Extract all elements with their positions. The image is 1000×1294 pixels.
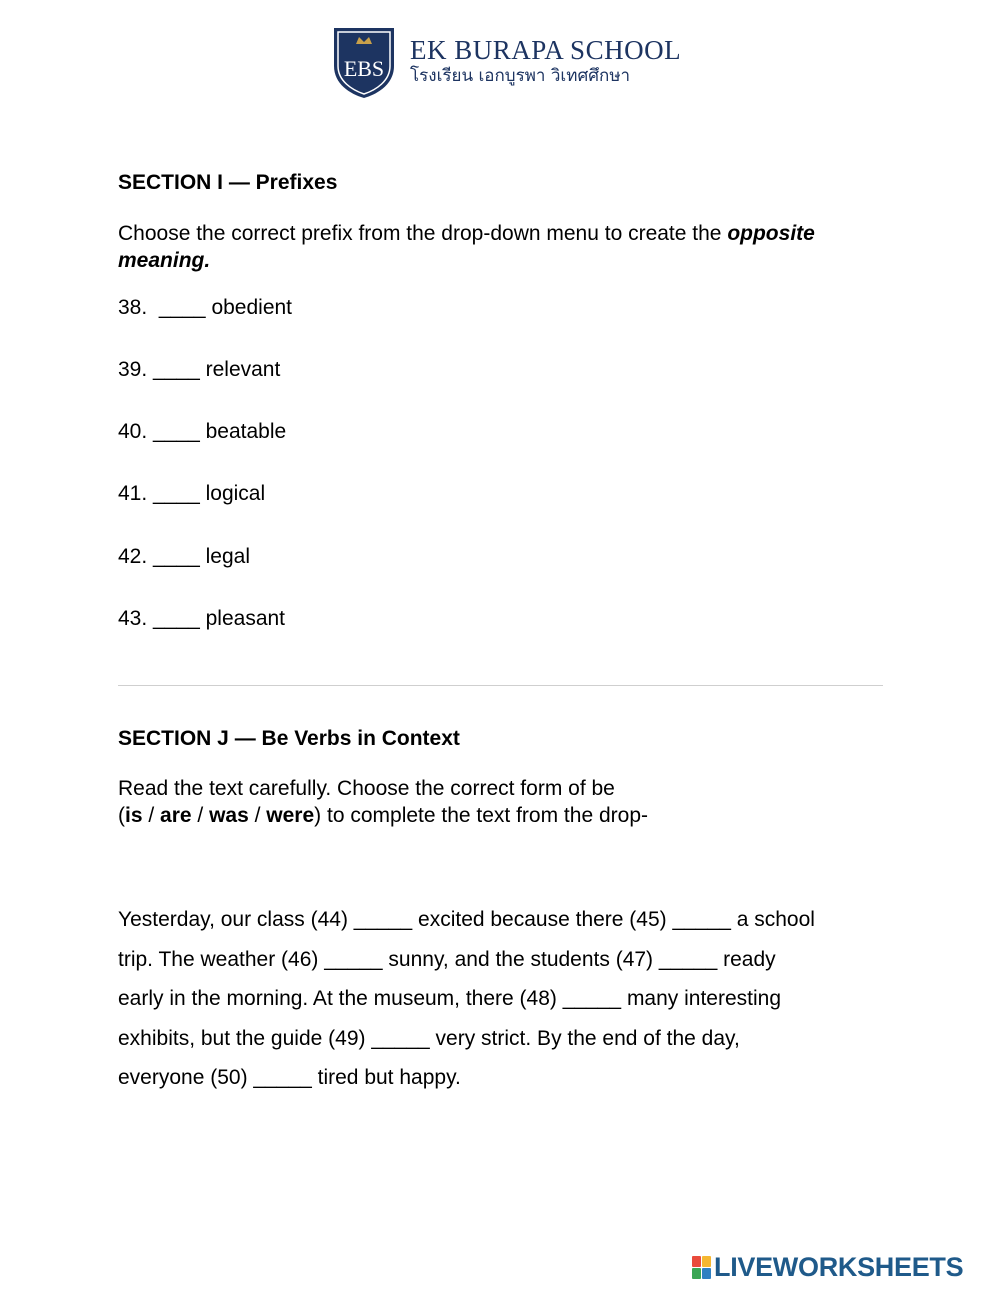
prefix-item: 42. ____ legal: [118, 545, 250, 568]
be-verb-paragraph: [118, 900, 815, 1098]
prefix-item: 41. ____ logical: [118, 482, 266, 505]
prefix-blank-40[interactable]: ____: [153, 420, 200, 443]
liveworksheets-icon: [692, 1256, 711, 1279]
prefix-blank-38[interactable]: ____: [158, 296, 206, 319]
school-name: EK BURAPA SCHOOL: [410, 35, 682, 65]
prefix-blank-43[interactable]: ____: [153, 607, 200, 630]
paragraph-line: everyone (50) _____ tired but happy.: [118, 1066, 461, 1089]
paragraph-line: trip. The weather (46) _____ sunny, and the students (47) _____ ready: [118, 947, 776, 971]
section-j-title: SECTION J — Be Verbs in Context: [118, 727, 460, 750]
school-header: [330, 22, 681, 100]
crest-letters: EBS: [343, 56, 385, 81]
prefix-blank-42[interactable]: ____: [153, 545, 200, 568]
prefix-item: 40. ____ beatable: [118, 420, 287, 443]
paragraph-line: Yesterday, our class (44) _____ excited because there (45) _____ a school: [118, 908, 815, 931]
prefix-blank-41[interactable]: ____: [153, 482, 200, 505]
prefix-item: 39. ____ relevant: [118, 358, 281, 381]
school-name-thai: โรงเรียน เอกบูรพา วิเทศศึกษา: [410, 66, 631, 86]
prefix-item: 38. ____ obedient: [118, 296, 293, 319]
prefix-blank-39[interactable]: ____: [153, 358, 200, 381]
paragraph-line: exhibits, but the guide (49) _____ very strict. By the end of the day,: [118, 1026, 740, 1050]
liveworksheets-text: LIVEWORKSHEETS: [714, 1252, 964, 1282]
section-divider: [118, 685, 883, 686]
school-crest-logo: [330, 22, 398, 100]
section-i-title: SECTION I — Prefixes: [118, 171, 338, 194]
paragraph-line: early in the morning. At the museum, there (48) _____ many interesting: [118, 987, 782, 1010]
prefix-item: 43. ____ pleasant: [118, 607, 286, 630]
liveworksheets-logo: [692, 1252, 963, 1283]
section-i-instruction: Choose the correct prefix from the drop-down menu to create the opposite meaning.: [118, 222, 815, 272]
section-j-instruction: Read the text carefully. Choose the correct form of be (is / are / was / were) to complete the text from the drop-: [118, 777, 648, 827]
